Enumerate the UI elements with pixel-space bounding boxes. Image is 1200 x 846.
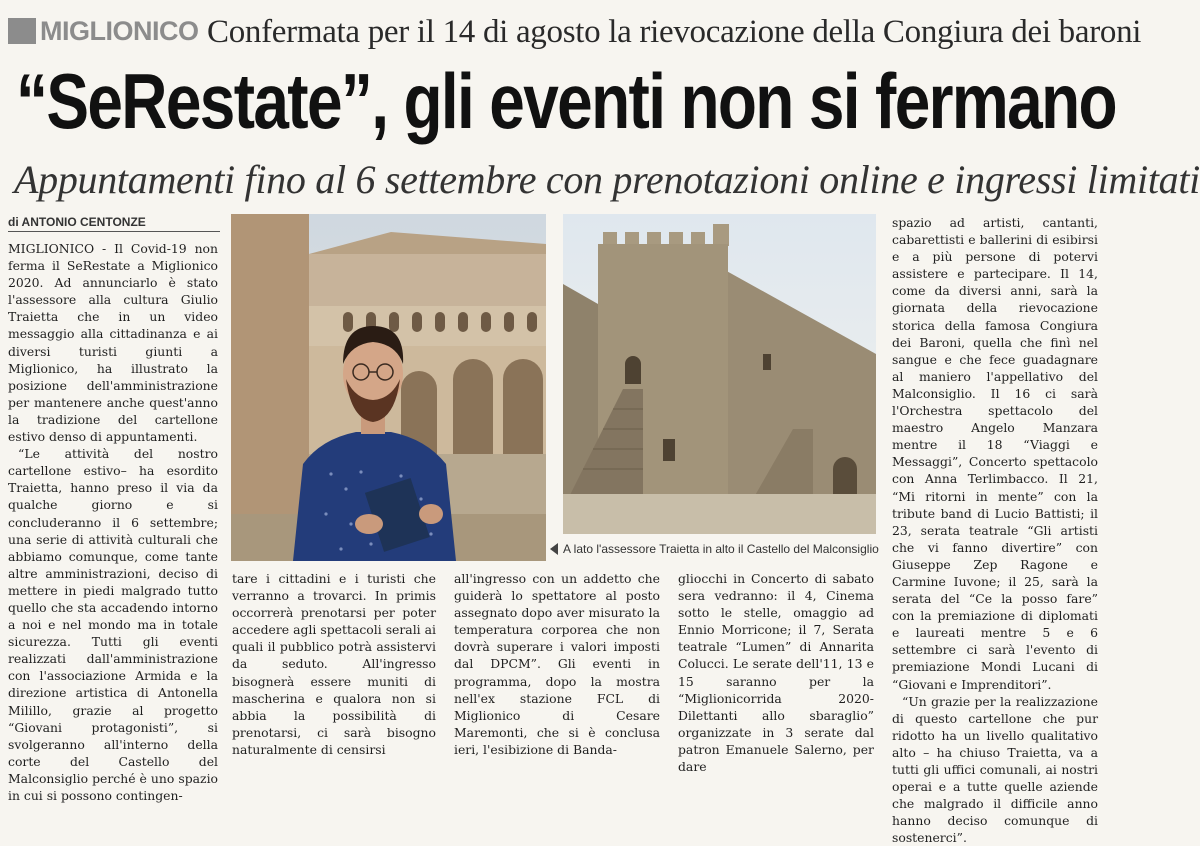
photo-castello-illustration	[563, 214, 876, 534]
photo-caption: A lato l'assessore Traietta in alto il Castello del Malconsiglio	[563, 542, 879, 556]
article-column-5	[892, 214, 1098, 846]
paragraph: “Le attività del nostro cartellone estivo– ha esordito Traietta, hanno preso il via da qualche giorno e si concluderanno il 6 settembre; una serie di attività culturali che abbiamo comunque, come tante altre amministrazioni, deciso di mettere in piedi malgrado tutto quello che sta accadendo intorno a noi e nel mondo ma in totale sicurezza. Tutti gli eventi realizzati dall'amministrazione con l'associazione Armida e la direzione artistica di Antonella Milillo, grazie al progetto “Giovani protagonisti”, si svolgeranno all'interno della corte del Castello del Malconsiglio perché è uno spazio in cui si possono contingen-	[8, 446, 218, 803]
kicker-location: MIGLIONICO	[40, 16, 199, 46]
article-column-2	[232, 570, 436, 758]
article-column-3	[454, 570, 660, 758]
article-column-4	[678, 570, 874, 775]
caption-arrow-icon	[550, 543, 558, 555]
paragraph: “Un grazie per la realizzazione di questo cartellone che pur ridotto ha un livello qualitativo alto – ha chiuso Traietta, va a tutti gli uffici comunali, ai nostri operai e a tutte quelle aziende che malgrado il difficile anno hanno deciso comunque di sostenerci”.	[892, 693, 1098, 846]
byline-rule	[8, 231, 220, 232]
subhead: Appuntamenti fino al 6 settembre con prenotazioni online e ingressi limitati	[14, 157, 1200, 202]
byline: di ANTONIO CENTONZE	[8, 215, 146, 229]
article-column-1	[8, 240, 218, 804]
paragraph: gliocchi in Concerto di sabato sera vedranno: il 4, Cinema sotto le stelle, omaggio ad Ennio Morricone; il 7, Serata teatrale “Lumen” di Annarita Colucci. Le serate dell'11, 13 e 15 saranno per la “Miglionicorrida 2020- Dilettanti allo sbaraglio” organizzate in 3 serate dal patron Emanuele Salerno, per dare	[678, 571, 874, 775]
photo-assessore	[231, 214, 546, 561]
kicker-bar	[8, 18, 36, 44]
paragraph: tare i cittadini e i turisti che verranno a trovarci. In primis occorrerà prenotarsi per poter accedere agli spettacoli serali ai quali il pubblico potrà assistervi da seduto. All'ingresso bisognerà essere muniti di mascherina e qualora non si abbia la possibilità di prenotarsi, ci sarà bisogno naturalmente di censirsi	[232, 571, 436, 757]
photo-castello	[563, 214, 876, 534]
paragraph: MIGLIONICO - Il Covid-19 non ferma il SeRestate a Miglionico 2020. Ad annunciarlo è stato l'assessore alla cultura Giulio Traietta che in un video messaggio alla cittadinanza e ai diversi turisti giunti a Miglionico, ha illustrato la posizione dell'amministrazione per mantenere anche quest'anno la tradizione del cartellone estivo denso di appuntamenti.	[8, 241, 218, 445]
photo-assessore-illustration	[231, 214, 546, 561]
paragraph: spazio ad artisti, cantanti, cabarettisti e ballerini di esibirsi e a più persone di potervi assistere e partecipare. Il 14, come da diversi anni, sarà la giornata della rievocazione storica della famosa Congiura dei Baroni, quella che finì nel sangue e che fece guadagnare al maniero l'appellativo del Malconsiglio. Il 16 ci sarà l'Orchestra spettacolo del maestro Angelo Manzara mentre il 18 “Viaggi e Messaggi”, Concerto spettacolo con Anna Terlimbacco. Il 21, “Mi ritorni in mente” con la tribute band di Lucio Battisti; il 23, serata teatrale “Gli artisti che vi fanno divertire” con Giuseppe Zep Ragone e Carmine Iuvone; il 25, sarà la serata del “Ce la posso fare” con la premiazione di diplomati e laureati mentre 5 e 6 settembre ci sarà l'evento di premiazione Mondi Lucani di “Giovani e Imprenditori”.	[892, 215, 1098, 692]
paragraph: all'ingresso con un addetto che guiderà lo spettatore al posto assegnato dopo aver misurato la temperatura corporea che non dovrà superare i valori imposti dal DPCM”. Gli eventi in programma, dopo la mostra nell'ex stazione FCL di Miglionico di Cesare Maremonti, che si è conclusa ieri, l'esibizione di Banda-	[454, 571, 660, 757]
headline: “SeRestate”, gli eventi non si fermano	[16, 57, 1116, 145]
kicker-text: Confermata per il 14 di agosto la rievocazione della Congiura dei baroni	[207, 14, 1142, 50]
